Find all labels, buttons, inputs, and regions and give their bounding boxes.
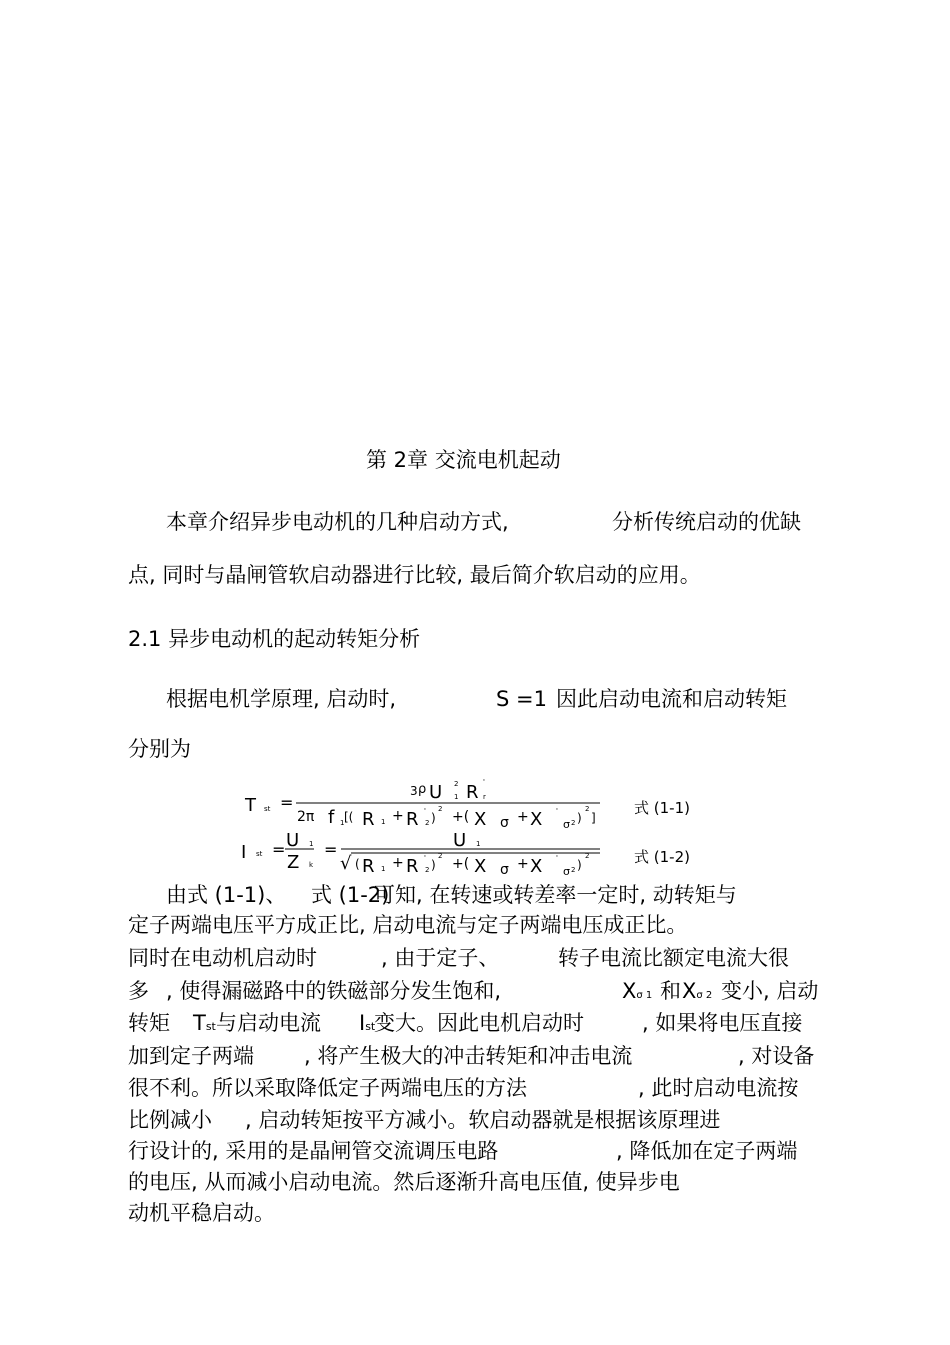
svg-text:X: X: [530, 809, 543, 830]
body-line-9a: 行设计的, 采用的是晶闸管交流调压电路: [128, 1139, 499, 1163]
svg-text:2: 2: [425, 866, 430, 874]
svg-text:=: =: [280, 793, 294, 812]
svg-text:': ': [556, 854, 558, 862]
svg-text:2: 2: [438, 852, 443, 860]
body-line-6b: , 将产生极大的冲击转矩和冲击电流: [304, 1044, 633, 1068]
body-line-4a: 多: [128, 979, 149, 1003]
t-st-symbol: Tst: [193, 1011, 216, 1035]
body-line-1a: 由式 (1-1)、: [166, 883, 287, 907]
body-line-7a: 很不利。所以采取降低定子两端电压的方法: [128, 1076, 527, 1100]
svg-text:=: =: [272, 840, 286, 859]
formula-current: [241, 830, 600, 878]
svg-text:σ: σ: [563, 818, 570, 831]
svg-text:1: 1: [476, 840, 481, 848]
body-line-3c: 转子电流比额定电流大很: [558, 946, 789, 970]
svg-text:1: 1: [340, 819, 345, 827]
svg-text:2: 2: [425, 819, 430, 827]
body-line-4d: 变小, 启动: [721, 979, 819, 1003]
svg-text:√: √: [340, 853, 352, 874]
svg-text:[(: [(: [344, 810, 354, 824]
svg-text:R: R: [362, 809, 375, 830]
body-line-8b: , 启动转矩按平方减小。软启动器就是根据该原理进: [245, 1108, 721, 1132]
svg-text:X: X: [474, 809, 487, 830]
svg-text:]: ]: [591, 811, 596, 825]
intro-line-1b: 分析传统启动的优缺: [612, 510, 801, 534]
svg-text:f: f: [328, 807, 335, 828]
svg-text:2π: 2π: [297, 809, 315, 825]
svg-text:+: +: [392, 855, 404, 871]
svg-text:+(: +(: [452, 856, 470, 872]
svg-text:R: R: [362, 856, 375, 877]
svg-text:2: 2: [454, 780, 459, 788]
chapter-title: 第 2章 交流电机起动: [366, 448, 561, 472]
formula-2-label: 式 (1-2): [634, 848, 690, 866]
formula-1-label: 式 (1-1): [634, 799, 690, 817]
svg-text:(: (: [355, 857, 360, 871]
svg-text:k: k: [309, 861, 314, 869]
intro-line-1a: 本章介绍异步电动机的几种启动方式,: [166, 510, 509, 534]
svg-text:): ): [577, 858, 582, 872]
body-line-5d: , 如果将电压直接: [642, 1011, 803, 1035]
svg-text:U: U: [453, 830, 467, 851]
svg-text:X: X: [530, 856, 543, 877]
svg-text:': ': [424, 807, 426, 815]
x-sigma-2: Xσ 2: [682, 979, 713, 1003]
body-line-6c: , 对设备: [738, 1044, 815, 1068]
body-line-9b: , 降低加在定子两端: [616, 1139, 798, 1163]
i-st-symbol: Ist: [359, 1011, 376, 1035]
svg-text:+: +: [517, 856, 529, 872]
section-para-1a: 根据电机学原理, 启动时,: [166, 687, 397, 711]
svg-text:2: 2: [571, 819, 576, 827]
svg-text:r: r: [483, 793, 486, 801]
body-line-5b: 与启动电流: [216, 1011, 321, 1035]
svg-text:T: T: [245, 795, 256, 816]
body-line-5a: 转矩: [128, 1011, 170, 1035]
svg-text:2: 2: [585, 852, 590, 860]
formula-torque: [244, 778, 600, 831]
body-line-11: 动机平稳启动。: [128, 1201, 275, 1225]
body-line-2: 定子两端电压平方成正比, 启动电流与定子两端电压成正比。: [128, 913, 688, 937]
body-line-1c: 可知, 在转速或转差率一定时, 动转矩与: [374, 883, 737, 907]
svg-text:+: +: [392, 808, 404, 824]
svg-text:): ): [431, 811, 436, 825]
svg-text:2: 2: [585, 805, 590, 813]
body-line-10: 的电压, 从而减小启动电流。然后逐渐升高电压值, 使异步电: [128, 1170, 680, 1194]
section-heading: 2.1 异步电动机的起动转矩分析: [128, 627, 421, 651]
body-line-4c: 和: [660, 979, 681, 1003]
svg-text:ρ: ρ: [418, 782, 427, 797]
section-para-1d: 分别为: [128, 737, 191, 761]
svg-text:I: I: [241, 842, 247, 863]
svg-text:st: st: [256, 850, 263, 858]
x-sigma-1: Xσ 1: [622, 979, 653, 1003]
svg-text:1: 1: [381, 865, 386, 873]
svg-text:2: 2: [571, 866, 576, 874]
svg-text:σ: σ: [500, 862, 509, 878]
svg-text:U: U: [286, 830, 300, 851]
svg-text:R: R: [466, 782, 479, 803]
section-para-1c: 因此启动电流和启动转矩: [556, 687, 787, 711]
svg-text:': ': [556, 807, 558, 815]
svg-text:3: 3: [410, 784, 418, 798]
svg-text:st: st: [264, 805, 271, 813]
svg-text:+(: +(: [452, 809, 470, 825]
svg-text:2: 2: [438, 805, 443, 813]
svg-text:+: +: [517, 809, 529, 825]
body-line-8a: 比例减小: [128, 1108, 212, 1132]
body-line-4b: , 使得漏磁路中的铁磁部分发生饱和,: [166, 979, 502, 1003]
body-line-3b: , 由于定子、: [381, 946, 500, 970]
section-para-1b: S =1: [496, 687, 547, 711]
svg-text:1: 1: [381, 818, 386, 826]
svg-text:': ': [424, 854, 426, 862]
intro-line-2: 点, 同时与晶闸管软启动器进行比较, 最后简介软启动的应用。: [128, 563, 701, 587]
formula-svg: [238, 778, 718, 878]
body-line-5c: 变大。因此电机启动时: [374, 1011, 584, 1035]
svg-text:R: R: [406, 809, 419, 830]
svg-text:σ: σ: [563, 865, 570, 878]
body-line-6a: 加到定子两端: [128, 1044, 254, 1068]
svg-text:): ): [577, 811, 582, 825]
svg-text:U: U: [429, 782, 443, 803]
body-line-7b: , 此时启动电流按: [638, 1076, 799, 1100]
svg-text:Z: Z: [287, 852, 300, 873]
svg-text:X: X: [474, 856, 487, 877]
body-line-3a: 同时在电动机启动时: [128, 946, 317, 970]
svg-text:1: 1: [454, 793, 459, 801]
svg-text:R: R: [406, 856, 419, 877]
formula-block: [238, 778, 718, 878]
svg-text:': ': [483, 778, 485, 786]
svg-text:=: =: [324, 840, 338, 859]
svg-text:): ): [431, 858, 436, 872]
svg-text:1: 1: [309, 840, 314, 848]
svg-text:σ: σ: [500, 815, 509, 831]
body-line-1b: 式 (1-2): [311, 883, 390, 907]
